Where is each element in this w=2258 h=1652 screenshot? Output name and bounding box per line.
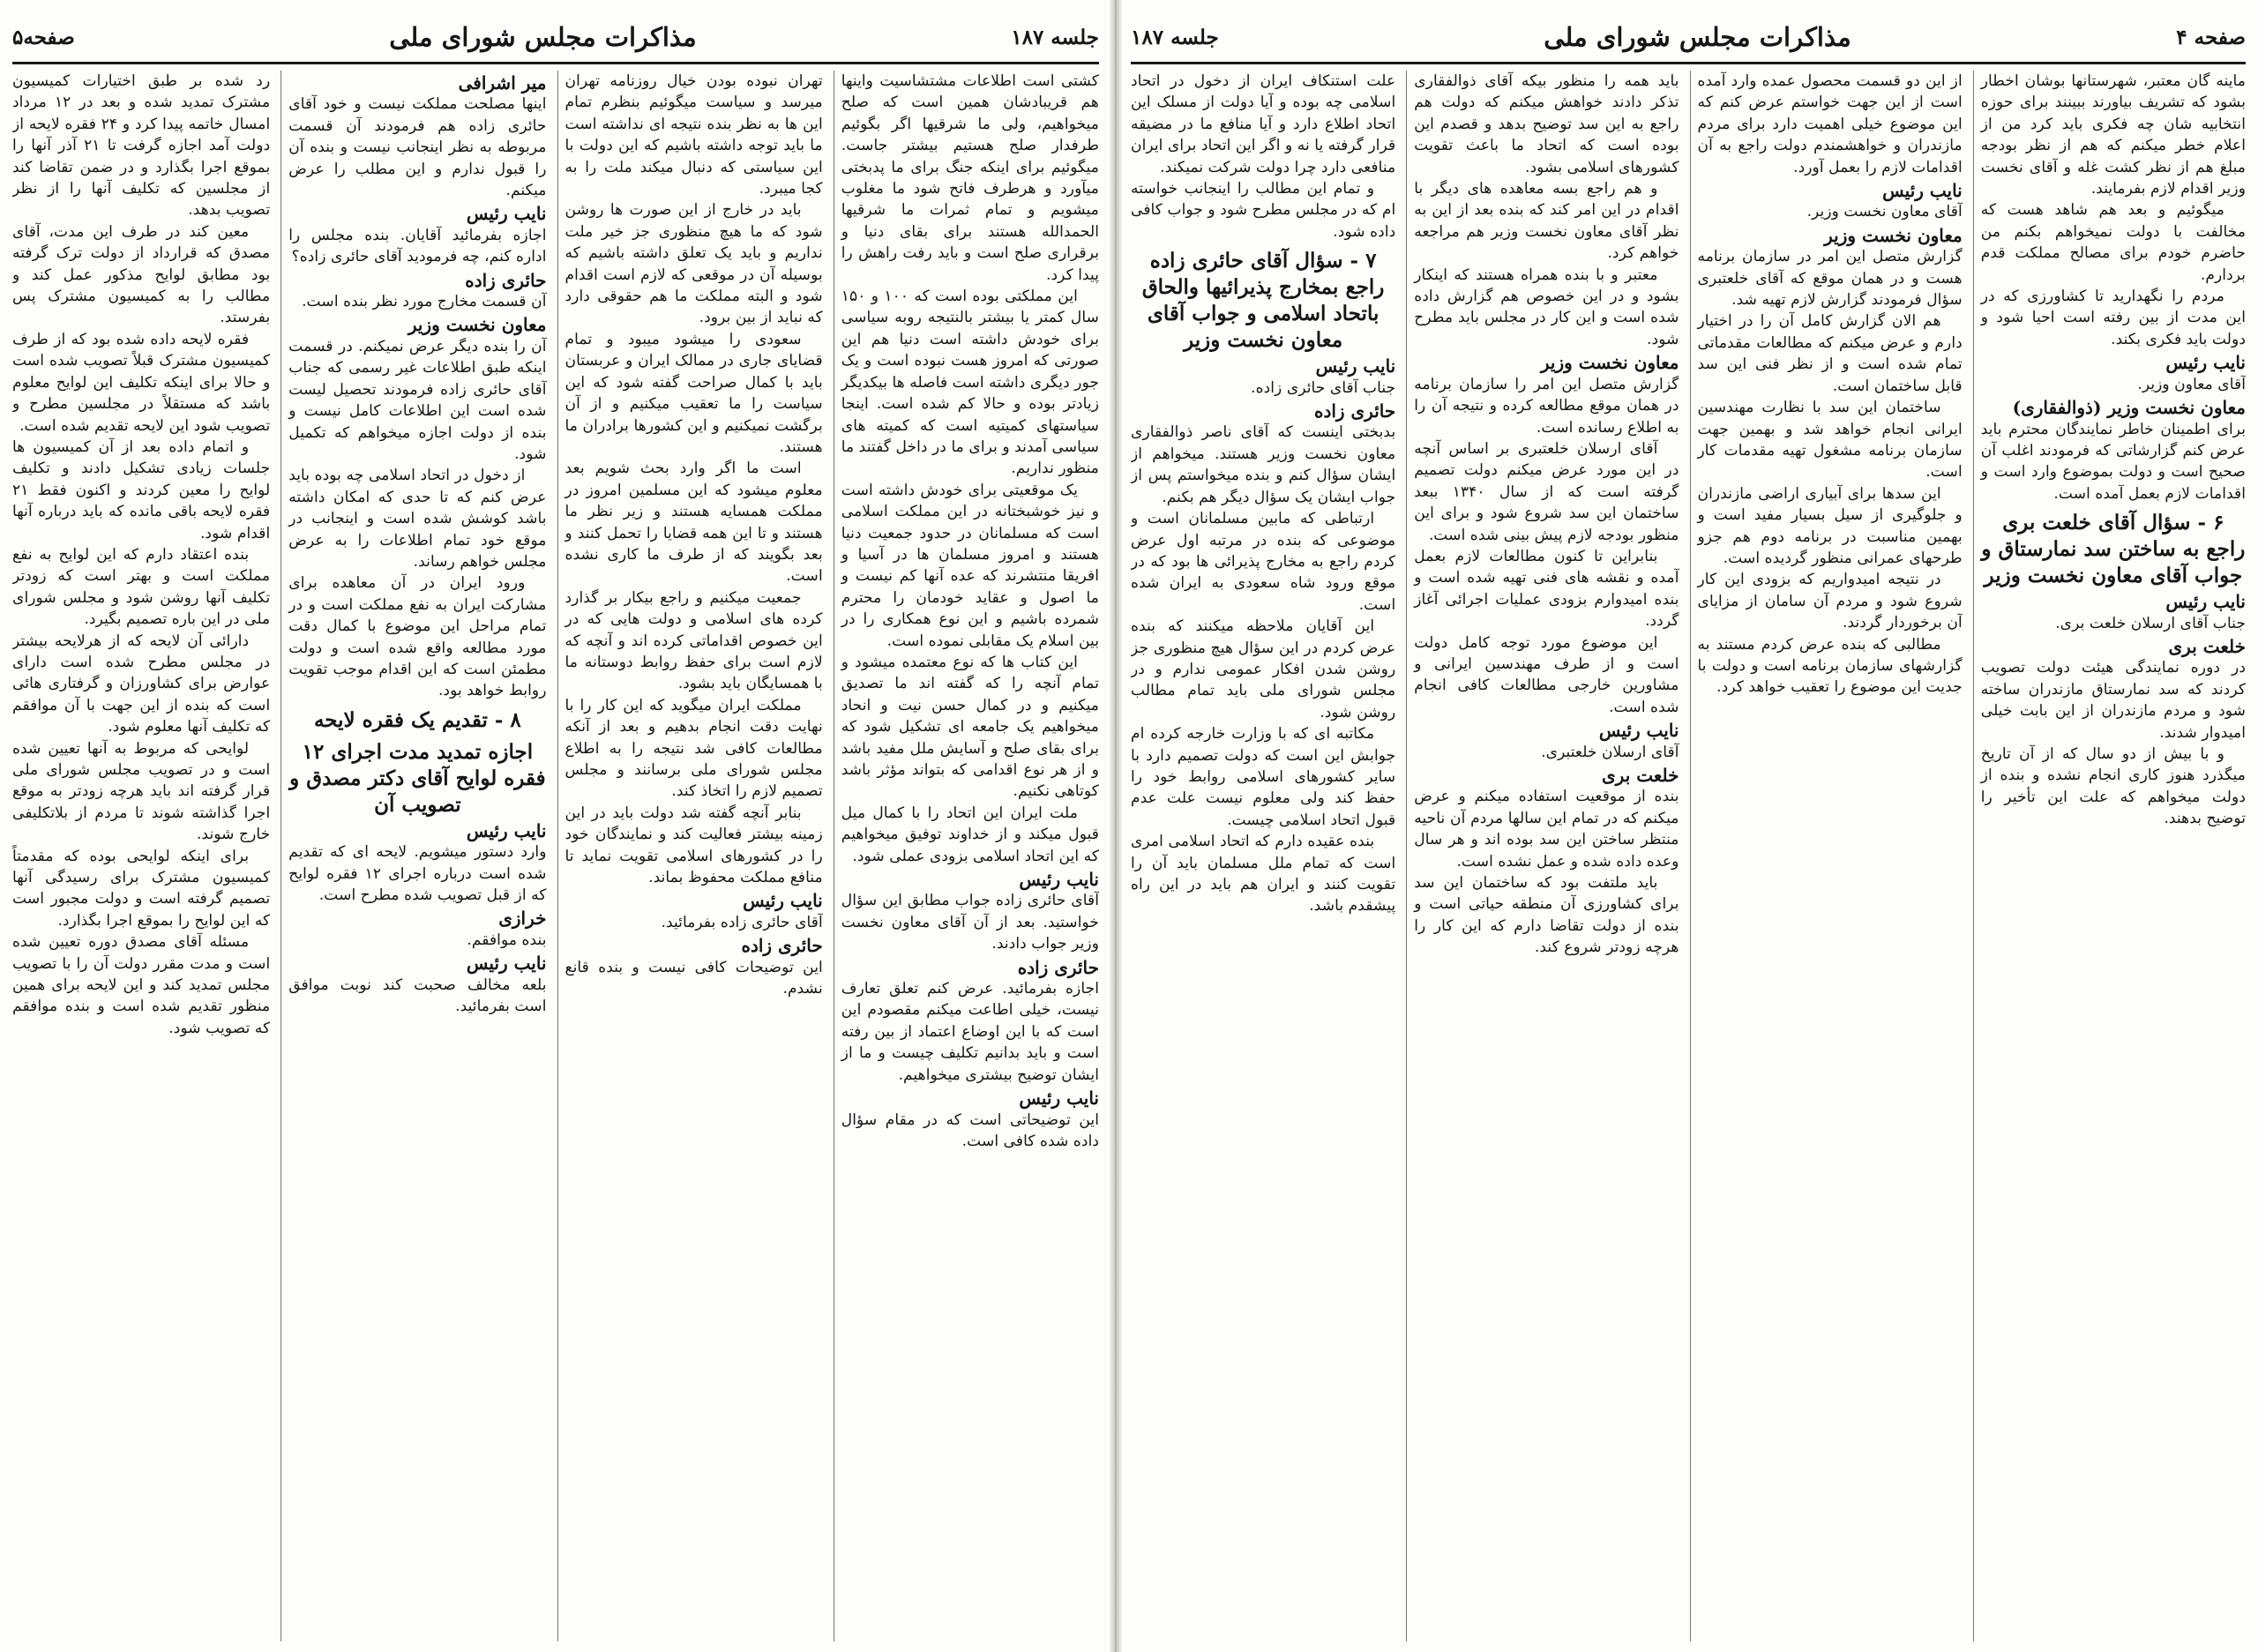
paragraph: ملت ایران این اتحاد را با کمال میل قبول میکند و از خداوند توفیق میخواهیم که این اتحاد اسلامی بزودی عملی شود. <box>841 804 1099 865</box>
speaker-name: نایب رئیس <box>743 890 823 912</box>
paragraph: معتبر و با بنده همراه هستند که اینکار بشود و در این خصوص هم گزارش داده شده است و این کار در مجلس باید مطرح شود. <box>1414 265 1679 348</box>
paragraph: برای اطمینان خاطر نمایندگان محترم باید عرض کنم گزارشاتی که فرمودند اغلب آن صحیح است و دولت بموضوع وارد است و اقدامات لازم بعمل آمده است. <box>1980 420 2246 503</box>
paragraph: گزارش متصل این امر در سازمان برنامه هست و در همان موقع که آقای خلعتبری سؤال فرمودند گزارش لازم تهیه شد. <box>1697 248 1963 310</box>
section-heading: ۷ - سؤال آقای حائری زاده راجع بمخارج پذیرائیها والحاق باتحاد اسلامی و جواب آقای معاون نخست وزیر <box>1141 249 1385 353</box>
speaker-name: نایب رئیس <box>466 953 547 975</box>
paragraph: جمعیت میکنیم و راجع بیکار بر گذارد کرده های اسلامی و دولت هایی که در این خصوص اقداماتی کرده اند و آنچه که لازم است برای حفظ روابط دوستانه ما با همسایگان باید بشود. <box>564 588 823 693</box>
right-page-number: صفحه ۴ <box>2176 25 2246 49</box>
paragraph: بلعه مخالف صحبت کند نوبت موافق است بفرمائید. <box>288 976 547 1016</box>
speaker-name: خرازی <box>498 908 547 930</box>
right-running-title: مذاکرات مجلس شورای ملی <box>1544 22 1851 52</box>
speaker-name: حائری زاده <box>1017 956 1099 978</box>
left-running-title: مذاکرات مجلس شورای ملی <box>389 22 697 52</box>
paragraph: ارتباطی که مابین مسلمانان است و موضوعی که بنده در مرتبه اول عرض کردم راجع به مخارج پذیرائی ها بود که در موقع ورود شاه سعودی به ایران شده است. <box>1131 510 1396 614</box>
right-session-number: جلسه ۱۸۷ <box>1131 25 1219 49</box>
text-column <box>557 71 823 1641</box>
left-session-number: جلسه ۱۸۷ <box>1011 25 1099 49</box>
paragraph: این سدها برای آبیاری اراضی مازندران و جلوگیری از سیل بسیار مفید است و بهمین مناسبت در برنامه دوم هم جزو طرحهای عمرانی منظور گردیده است. <box>1697 484 1963 567</box>
paragraph: و با بیش از دو سال که از آن تاریخ میگذرد هنوز کاری انجام نشده و بنده از دولت میخواهم که علت این تأخیر را توضیح بدهند. <box>1980 744 2246 828</box>
speaker-name: نایب رئیس <box>1019 869 1099 891</box>
left-page <box>0 0 1111 1652</box>
section-heading: اجازه تمدید مدت اجرای ۱۲ فقره لوایح آقای دکتر مصدق و تصویب آن <box>289 739 546 817</box>
paragraph: باید ملتفت بود که ساختمان این سد برای کشاورزی آن منطقه حیاتی است و بنده از دولت تقاضا دارم که این کار را هرچه زودتر شروع کند. <box>1414 874 1679 957</box>
right-page <box>1118 0 2258 1652</box>
paragraph: آقای ارسلان خلعتبری بر اساس آنچه در این مورد عرض میکنم دولت تصمیم گرفته است که از سال ۱۳۴۰ ببعد ساختمان این سد شروع شود و برای این منظور بودجه لازم پیش بینی شده است. <box>1414 439 1679 544</box>
speaker-name: نایب رئیس <box>2165 352 2246 374</box>
speaker-name: معاون نخست وزیر <box>1540 352 1679 374</box>
paragraph: علت استنکاف ایران از دخول در اتحاد اسلامی چه بوده و آیا دولت از مسلک این اتحاد اطلاع دارد و آیا منافع ما در مضیقه قرار گرفته یا نه و اگر این اتحاد برای ایران منافعی دارد چرا دولت شرکت نمیکند. <box>1131 72 1396 176</box>
paragraph: بنده موافقم. <box>467 931 547 949</box>
paragraph: دارائی آن لایحه که از هرلایحه بیشتر در مجلس مطرح شده است دارای عوارض برای کشاورزان و گرفتاری هائی است که بنده از این جهت با آن موافقم که تکلیف آنها معلوم شود. <box>12 632 271 736</box>
paragraph: اجازه بفرمائید آقایان. بنده مجلس را اداره کنم، چه فرمودید آقای حائری زاده؟ <box>288 226 547 266</box>
speaker-name: نایب رئیس <box>1019 1088 1099 1110</box>
right-page-header <box>1131 12 2246 64</box>
speaker-name: خلعت بری <box>1602 765 1679 786</box>
paragraph: فقره لایحه داده شده بود که از طرف کمیسیون مشترک قبلاً تصویب شده است و حالا برای اینکه تکلیف این لوایح معلوم باشد که مستقلاً در مجلسین مطرح و تصویب شود این لایحه تقدیم شده است. <box>12 330 271 435</box>
paragraph: بنابراین تا کنون مطالعات لازم بعمل آمده و نقشه های فنی تهیه شده است و بنده امیدوارم بزودی عملیات اجرائی آغاز گردد. <box>1414 547 1679 631</box>
paragraph: معین کند در طرف این مدت، آقای مصدق که قرارداد از دولت ترک گرفته بود مطابق لوایح مذکور عمل کند و مطالب را به کمیسیون مشترک پس بفرستد. <box>12 222 271 327</box>
text-column <box>1131 71 1395 1641</box>
paragraph: است ما اگر وارد بحث شویم بعد معلوم میشود که این مسلمین امروز در مملکت همسایه هستند و زیر نظر ما هستند و تا این همه قضایا را تحمل کنند و بعد بگویند که از طرف ما کاری نشده است. <box>564 460 823 586</box>
paragraph: جناب آقای ارسلان خلعت بری. <box>2055 614 2246 632</box>
paragraph: یک موقعیتی برای خودش داشته است و نیز خوشبختانه در این مملکت اسلامی است که مسلمانان در حدود جمعیت دنیا هستند و امروز مسلمان ها در آسیا و افریقا منتشرند که عده آنها کم نیست و ما اصول و عقاید خودمان را محترم شمرده باشیم و این نوع همکاری را در بین اسلام یک مقابلی نموده است. <box>841 481 1099 650</box>
paragraph: این توضیحاتی است که در مقام سؤال داده شده کافی است. <box>841 1110 1099 1150</box>
paragraph: سعودی را میشود میبود و تمام قضایای جاری در ممالک ایران و عربستان باید با کمال صراحت گفته شود که این سیاست را ما تعقیب میکنیم و از آن برگشت نمیکنیم و این کشورها برادران ما هستند. <box>564 330 823 456</box>
paragraph: ساختمان این سد با نظارت مهندسین ایرانی انجام خواهد شد و بهمین جهت سازمان برنامه مشغول تهیه مقدمات کار است. <box>1697 399 1963 482</box>
paragraph: برای اینکه لوایحی بوده که مقدمتاً کمیسیون مشترک برای رسیدگی آنها تصمیم گرفته است و دولت مجبور است که این لوایح را بموقع اجرا بگذارد. <box>12 847 271 930</box>
paragraph: مملکت ایران میگوید که این کار را با نهایت دقت انجام بدهیم و بعد از آنکه مطالعات کافی شد نتیجه را به اطلاع مجلس شورای ملی برسانند و مجلس تصمیم لازم را اتخاذ کند. <box>564 696 823 801</box>
speaker-name: معاون نخست وزیر <box>407 314 547 336</box>
paragraph: مطالبی که بنده عرض کردم مستند به گزارشهای سازمان برنامه است و دولت با جدیت این موضوع را تعقیب خواهد کرد. <box>1697 635 1963 697</box>
section-heading: ۶ - سؤال آقای خلعت بری راجع به ساختن سد نمارستاق و جواب آقای معاون نخست وزیر <box>1981 511 2246 588</box>
paragraph: از دخول در اتحاد اسلامی چه بوده باید عرض کنم که تا حدی که امکان داشته باشد کوشش شده است و اینجانب در موقع خود تمام اطلاعات را به عرض مجلس خواهم رساند. <box>288 467 547 571</box>
paragraph: مکاتبه ای که با وزارت خارجه کرده ام جوابش این است که دولت تصمیم دارد با سایر کشورهای اسلامی روابط خود را حفظ کند ولی معلوم نیست علت عدم قبول اتحاد اسلامی چیست. <box>1131 725 1396 829</box>
right-columns <box>1131 71 2246 1641</box>
text-column <box>1973 71 2246 1641</box>
speaker-name: میر اشرافی <box>458 72 547 93</box>
paragraph: بنده عقیده دارم که اتحاد اسلامی امری است که تمام ملل مسلمان باید آن را تقویت کنند و ایران هم باید در این راه پیشقدم باشد. <box>1131 833 1396 916</box>
paragraph: لوایحی که مربوط به آنها تعیین شده است و در تصویب مجلس شورای ملی قرار گرفته اند باید هرچه زودتر به موقع اجرا گذاشته شوند تا مردم از بلاتکلیفی خارج شوند. <box>12 739 271 844</box>
paragraph: بدبختی اینست که آقای ناصر ذوالفقاری معاون نخست وزیر هستند. میخواهم از ایشان سؤال کنم و بنده میخواستم پس از جواب ایشان یک سؤال دیگر هم بکنم. <box>1131 423 1396 506</box>
paragraph: وارد دستور میشویم. لایحه ای که تقدیم شده است درباره اجرای ۱۲ فقره لوایح که از قبل تصویب شده مطرح است. <box>288 843 547 904</box>
paragraph: بنده اعتقاد دارم که این لوایح به نفع مملکت است و بهتر است که زودتر تکلیف آنها روشن شود و مجلس شورای ملی در این باره تصمیم بگیرد. <box>12 545 271 629</box>
paragraph: ماینه گان معتبر، شهرستانها بوشان اخطار بشود که تشریف بیاورند ببینند برای حوزه انتخابیه شان چه فکری باید کرد من از اعلام خطر میکنم که هم از نظر بودجه مبلغ هم از نظر کشت غله و آقای نخست وزیر اقدام لازم بفرمایند. <box>1980 72 2246 198</box>
paragraph: تهران نبوده بودن خیال روزنامه تهران میرسد و سیاست میگوئیم بنظرم تمام این ها به نظر بنده نتیجه ای نداشته است ما باید توجه داشته باشیم که این دولت با این سیاستی که دنبال میکند ملت را به کجا میبرد. <box>564 72 823 198</box>
left-page-header <box>12 12 1099 64</box>
paragraph: مسئله آقای مصدق دوره تعیین شده است و مدت مقرر دولت آن را با تصویب مجلس تمدید کند و این لایحه برای همین منظور تقدیم شده است و بنده موافقم که تصویب شود. <box>12 933 271 1037</box>
paragraph: و تمام این مطالب را اینجانب خواسته ام که در مجلس مطرح شود و جواب کافی داده شود. <box>1131 180 1396 241</box>
speaker-name: حائری زاده <box>1313 400 1396 422</box>
speaker-name: نایب رئیس <box>466 203 547 225</box>
paragraph: در نتیجه امیدواریم که بزودی این کار شروع شود و مردم آن سامان از مزایای آن برخوردار گردند. <box>1697 571 1963 632</box>
paragraph: گزارش متصل این امر را سازمان برنامه در همان موقع مطالعه کرده و نتیجه آن را به اطلاع رسانده است. <box>1414 375 1679 437</box>
speaker-name: نایب رئیس <box>466 819 547 841</box>
paragraph: از این دو قسمت محصول عمده وارد آمده است از این جهت خواستم عرض کنم که این موضوع خیلی اهمیت دارد برای مردم مازندران و خواهشمندم دولت راجع به آن اقدامات لازم را بعمل آورد. <box>1697 72 1963 176</box>
text-column <box>1690 71 1963 1641</box>
paragraph: هم الان گزارش کامل آن را در اختیار دارم و عرض میکنم که مطالعات مقدماتی تمام شده است و از نظر فنی این سد قابل ساختمان است. <box>1697 312 1963 395</box>
paragraph: آن را بنده دیگر عرض نمیکنم. در قسمت اینکه طبق اطلاعات غیر رسمی که جناب آقای حائری زاده فرمودند تحصیل لیست شده است این اطلاعات کامل نیست و بنده از دولت اجازه میخواهم که تکمیل شود. <box>288 337 547 463</box>
paragraph: این آقایان ملاحظه میکنند که بنده عرض کردم در این سؤال هیچ منظوری جز روشن شدن افکار عمومی ندارم و در مجلس شورای ملی باید تمام مطالب روشن شود. <box>1131 617 1396 721</box>
text-column <box>1406 71 1679 1641</box>
paragraph: این توضیحات کافی نیست و بنده قانع نشدم. <box>564 958 823 998</box>
paragraph: در دوره نمایندگی هیئت دولت تصویب کردند که سد نمارستاق مازندران ساخته شود و مردم مازندران از این بابت خیلی امیدوار شدند. <box>1980 659 2246 742</box>
paragraph: این موضوع مورد توجه کامل دولت است و از طرف مهندسین ایرانی و مشاورین خارجی مطالعات کافی انجام شده است. <box>1414 633 1679 716</box>
paragraph: ورود ایران در آن معاهده برای مشارکت ایران به نفع مملکت است و در تمام مراحل این موضوع با کمال دقت مورد مطالعه واقع شده است و دولت مطمئن است که این اقدام موجب تقویت روابط خواهد بود. <box>288 574 547 700</box>
paragraph: و هم راجع بسه معاهده های دیگر با اقدام در این امر کند که بنده بعد از این به نظر آقای معاون نخست وزیر هم مراجعه خواهم کرد. <box>1414 180 1679 263</box>
paragraph: این مملکتی بوده است که ۱۰۰ و ۱۵۰ سال کمتر یا بیشتر بالنتیجه روبه سیاسی برای خودش داشته است دنیا هم این صورتی که امروز هست نبوده است و یک جور دیگری داشته است فاصله ها بیکدیگر زیادتر بوده و حالا کم شده است. اینجا سیاستهای کمیتیه است که کمیته های سیاسی آمدند و برای ما در داخل گفتند ما منظور نداریم. <box>841 288 1099 478</box>
speaker-name: حائری زاده <box>465 269 547 291</box>
text-column <box>280 71 546 1641</box>
paragraph: باید در خارج از این صورت ها روشن شود که ما هیچ منظوری جز خیر ملت نداریم و باید یک تعلق داشته باشیم که بوسیله آن در موقعی که لازم است اقدام شود و البته مملکت ما هم حقوقی دارد که نباید از بین برود. <box>564 201 823 327</box>
speaker-name: نایب رئیس <box>2165 591 2246 613</box>
paragraph: آقای معاون وزیر. <box>2137 375 2246 393</box>
paragraph: و اتمام داده بعد از آن کمیسیون ها جلسات زیادی تشکیل دادند و تکلیف لوایح را معین کردند و اکنون فقط ۲۱ فقره لایحه باقی مانده که باید درباره آنها اقدام شود. <box>12 437 271 542</box>
speaker-name: معاون نخست وزیر (ذوالفقاری) <box>2012 397 2246 419</box>
text-column <box>12 71 270 1641</box>
paragraph: بنابر آنچه گفته شد دولت باید در این زمینه بیشتر فعالیت کند و نمایندگان خود را در کشورهای اسلامی تقویت نماید تا منافع مملکت محفوظ بماند. <box>564 804 823 887</box>
paragraph: آقای معاون نخست وزیر. <box>1806 203 1963 221</box>
speaker-name: حائری زاده <box>741 935 823 957</box>
paragraph: بنده از موقعیت استفاده میکنم و عرض میکنم که در تمام این سالها مردم آن ناحیه منتظر ساختن این سد بوده اند و هر سال وعده داده شده و عمل نشده است. <box>1414 788 1679 871</box>
left-page-number: صفحه۵ <box>12 25 75 49</box>
speaker-name: نایب رئیس <box>1598 720 1679 742</box>
section-heading: ۸ - تقدیم یک فقره لایحه <box>313 707 521 732</box>
paragraph: آقای ارسلان خلعتبری. <box>1541 743 1679 761</box>
speaker-name: معاون نخست وزیر <box>1824 224 1963 246</box>
paragraph: میگوئیم و بعد هم شاهد هست که مخالفت با دولت نمیخواهم بکنم من حاضرم خودم برای مصالح مملکت قدم بردارم. <box>1980 201 2246 284</box>
paragraph: آقای حائری زاده جواب مطابق این سؤال خواستید. بعد از آن آقای معاون نخست وزیر جواب دادند. <box>841 892 1099 953</box>
paragraph: کشتی است اطلاعات مشتشاسیت واینها هم قریبادشان همین است که صلح میخواهیم، ولی ما شرقیها اگر بگوئیم طرفدار صلح هستیم بیشتر جاست. میگوئیم برای اینکه جنگ برای ما پدبختی میآورد و هرطرف فاتح شود ما مغلوب میشویم و تمام ثمرات ما شرقیها الحمدالله هستند برای بقای دنیا و برقراری صلح است و باید رفت راهش را پیدا کرد. <box>841 72 1099 284</box>
paragraph: رد شده بر طبق اختیارات کمیسیون مشترک تمدید شده و بعد در ۱۲ مرداد امسال خاتمه پیدا کرد و ۲۴ فقره لایحه از دولت آمد اجازه گرفت تا ۲۱ آذر آنها را بموقع اجرا بگذارد و در ضمن تقاضا کند از مجلسین که تکلیف آنها را از نظر تصویب بدهد. <box>12 72 271 220</box>
text-column <box>834 71 1099 1641</box>
speaker-name: نایب رئیس <box>1882 180 1963 202</box>
speaker-name: خلعت بری <box>2168 635 2246 657</box>
paragraph: آن قسمت مخارج مورد نظر بنده است. <box>302 293 547 311</box>
paragraph: باید همه را منظور بیکه آقای ذوالفقاری تذکر دادند خواهش میکنم که دولت هم راجع به این سد توضیح بدهد و قصدم این بوده است که اتحاد ما باعث تقویت کشورهای اسلامی بشود. <box>1414 72 1679 176</box>
paragraph: مردم را نگهدارید تا کشاورزی که در این مدت از بین رفته است احیا شود و دولت باید فکری بکند. <box>1980 288 2246 348</box>
paragraph: آقای حائری زاده بفرمائید. <box>661 913 823 931</box>
paragraph: اینها مصلحت مملکت نیست و خود آقای حائری زاده هم فرمودند آن قسمت مربوطه به نظر اینجانب نیست و بنده آن را قبول ندارم و این مطلب را عرض میکنم. <box>288 95 547 200</box>
speaker-name: نایب رئیس <box>1315 355 1396 377</box>
paragraph: اجازه بفرمائید. عرض کنم تعلق تعارف نیست، خیلی اطاعت میکنم مقصودم این است که با این اوضاع اعتماد از بین رفته است و باید بدانیم تکلیف چیست و ما از ایشان توضیح بیشتری میخواهیم. <box>841 980 1099 1084</box>
left-columns <box>12 71 1099 1641</box>
paragraph: این کتاب ها که نوع معتمده میشود و تمام آنچه را که گفته اند ما تصدیق میکنیم و در کمال حسن نیت و انحاد میخواهیم یک جامعه ای تشکیل شود که برای بقای صلح و آسایش ملل مفید باشد و از هر نوع اقدامی که بتواند مؤثر باشد کوتاهی نکنیم. <box>841 653 1099 801</box>
paragraph: جناب آقای حائری زاده. <box>1251 378 1396 397</box>
